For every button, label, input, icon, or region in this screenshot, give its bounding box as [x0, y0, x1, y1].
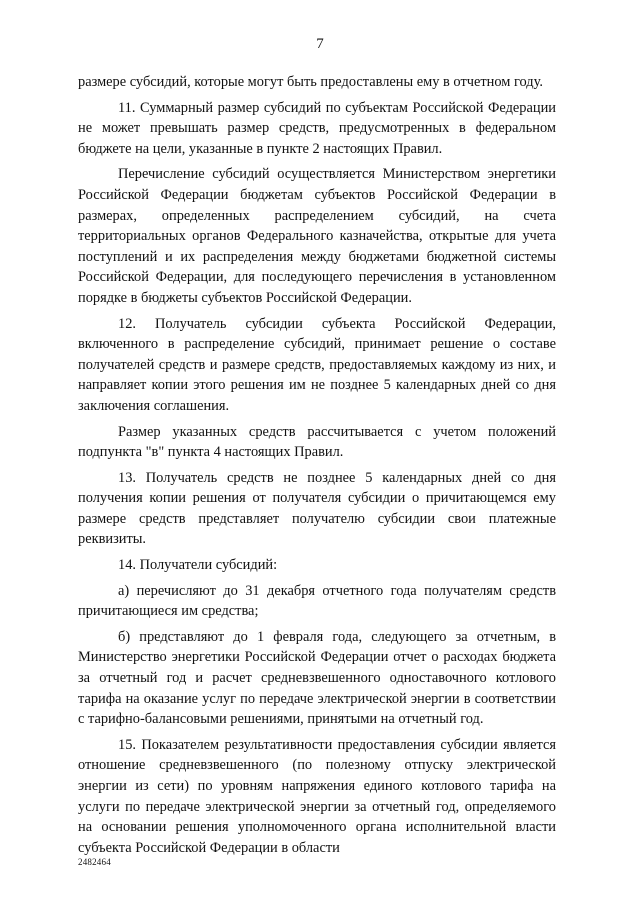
page-number: 7: [316, 36, 324, 52]
paragraph-item-13: 13. Получатель средств не позднее 5 календарных дней со дня получения копии решения от получателя субсидии о причитающемся ему размере средств представляет получателю субсидии свои платежные реквизиты.: [78, 469, 556, 548]
document-body: [78, 72, 556, 858]
paragraph-item-11: 11. Суммарный размер субсидий по субъектам Российской Федерации не может превышать размер средств, предусмотренных в федеральном бюджете на цели, указанные в пункте 2 настоящих Правил.: [78, 99, 556, 157]
paragraph-funds-size: Размер указанных средств рассчитывается с учетом положений подпункта "в" пункта 4 настоящих Правил.: [78, 423, 556, 461]
paragraph-item-15: 15. Показателем результативности предоставления субсидии является отношение средневзвешенного (по полезному отпуску электрической энергии из сети) по уровням напряжения единого котлового тарифа на услуги по передаче электрической энергии за отчетный год, определяемого на основании решения уполномоченного органа исполнительной власти субъекта Российской Федерации в области: [78, 736, 556, 856]
document-code: 2482464: [78, 857, 111, 867]
paragraph-continuation: размере субсидий, которые могут быть предоставлены ему в отчетном году.: [78, 74, 543, 90]
paragraph-transfer: Перечисление субсидий осуществляется Министерством энергетики Российской Федерации бюджетам субъектов Российской Федерации в размерах, определенных распределением субсидий, на счета территориальных органов Федерального казначейства, открытые для учета поступлений и их распределения между бюджетами бюджетной системы Российской Федерации, для последующего перечисления в установленном порядке в бюджеты субъектов Российской Федерации.: [78, 166, 556, 306]
paragraph-item-14-a: а) перечисляют до 31 декабря отчетного года получателям средств причитающиеся им средства;: [78, 582, 556, 620]
paragraph-item-12: 12. Получатель субсидии субъекта Российской Федерации, включенного в распределение субсидий, принимает решение о составе получателей средств и размере средств, предоставляемых каждому из них, и направляет копии этого решения им не позднее 5 календарных дней со дня заключения соглашения.: [78, 315, 556, 414]
paragraph-item-14: 14. Получатели субсидий:: [118, 557, 278, 574]
paragraph-item-14-b: б) представляют до 1 февраля года, следующего за отчетным, в Министерство энергетики Российской Федерации отчет о расходах бюджета за отчетный год и расчет средневзвешенного одноставочного котлового тарифа на оказание услуг по передаче электрической энергии в соответствии с тарифно-балансовыми решениями, принятыми на отчетный год.: [78, 628, 556, 728]
